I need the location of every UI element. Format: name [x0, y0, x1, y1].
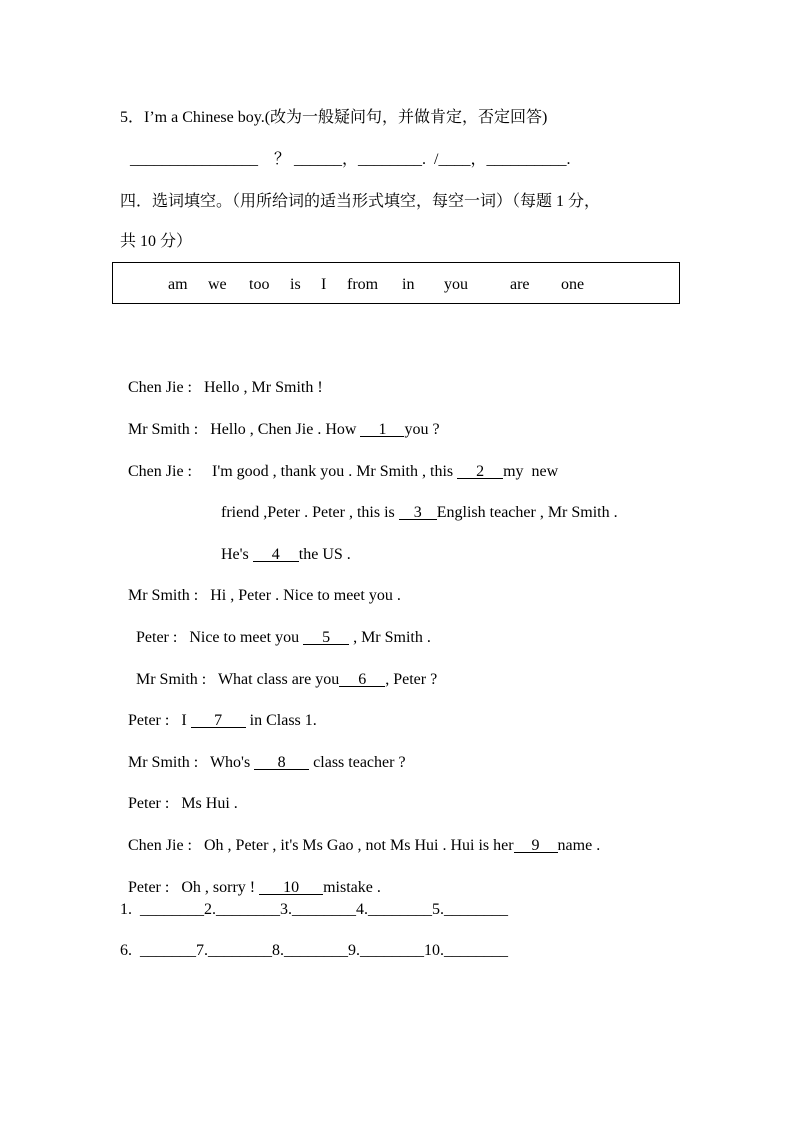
dialogue-line: [128, 650, 437, 690]
dialogue-text: class teacher ?: [309, 754, 406, 771]
word-bank-item: am: [168, 276, 188, 293]
blank-7[interactable]: 7: [191, 711, 246, 728]
blank-10[interactable]: 10: [259, 878, 323, 895]
blank-2[interactable]: 2: [457, 462, 503, 479]
blank-5[interactable]: 5: [303, 628, 349, 645]
speaker: Peter :: [136, 629, 178, 646]
dialogue-text: Nice to meet you: [189, 629, 304, 646]
dialogue-line: [120, 691, 317, 731]
dialogue-line: [120, 816, 600, 856]
dialogue-text: I'm good , thank you . Mr Smith , this: [212, 463, 458, 480]
dialogue-text: Hello , Chen Jie . How: [210, 421, 361, 438]
dialogue-text: Who's: [209, 754, 255, 771]
dialogue-text: in Class 1.: [245, 712, 317, 729]
word-bank-item: in: [402, 276, 415, 293]
dialogue-text: What class are you: [217, 671, 340, 688]
dialogue-text: , Peter ?: [385, 671, 438, 688]
dialogue-line: [120, 400, 440, 440]
dialogue-text: you ?: [404, 421, 440, 438]
dialogue-text: He's: [221, 546, 253, 563]
speaker: Peter :: [128, 879, 170, 896]
dialogue-text: Hello , Mr Smith !: [204, 379, 323, 396]
dialogue-text: my new: [503, 463, 559, 480]
blank-8[interactable]: 8: [254, 753, 309, 770]
speaker: Chen Jie :: [128, 379, 192, 396]
section-4-title: 四．选词填空。（用所给词的适当形式填空，每空一词）（每题 1 分，: [120, 193, 601, 210]
word-bank-item: you: [444, 276, 468, 293]
dialogue-line: [120, 733, 406, 773]
dialogue-text: Oh , sorry !: [181, 879, 260, 896]
dialogue-text: Oh , Peter , it's Ms Gao , not Ms Hui . Hui is her: [204, 837, 514, 854]
word-bank-item: are: [510, 276, 530, 293]
dialogue-line: [120, 442, 558, 482]
speaker: Mr Smith :: [128, 587, 199, 604]
speaker: Mr Smith :: [128, 754, 199, 771]
dialogue-text: , Mr Smith .: [349, 629, 431, 646]
speaker: Chen Jie :: [128, 837, 192, 854]
answer-row-1[interactable]: 1. ________2.________3.________4.________5.________: [120, 901, 508, 918]
dialogue-line: [213, 483, 618, 523]
word-bank-item: is: [290, 276, 301, 293]
dialogue-text: I: [181, 712, 191, 729]
dialogue-line: [120, 858, 381, 898]
blank-9[interactable]: 9: [514, 836, 558, 853]
dialogue-text: English teacher , Mr Smith .: [436, 504, 618, 521]
dialogue-text: Ms Hui .: [181, 795, 238, 812]
word-bank-item: one: [561, 276, 585, 293]
speaker: Chen Jie :: [128, 463, 192, 480]
word-bank-item: from: [347, 276, 379, 293]
dialogue-line: [120, 774, 238, 814]
dialogue-text: friend ,Peter . Peter , this is: [221, 504, 399, 521]
blank-4[interactable]: 4: [253, 545, 299, 562]
speaker: Mr Smith :: [136, 671, 207, 688]
dialogue-line: [120, 358, 323, 398]
blank-3[interactable]: 3: [399, 503, 437, 520]
word-bank-item: too: [249, 276, 270, 293]
dialogue-line: [128, 608, 431, 648]
speaker: Peter :: [128, 795, 170, 812]
dialogue-text: the US .: [298, 546, 351, 563]
question-5-answer-line[interactable]: ________________ ？ ______，________. /____，__________.: [130, 151, 571, 168]
dialogue-text: name .: [557, 837, 601, 854]
dialogue-line: [213, 525, 351, 565]
blank-6[interactable]: 6: [339, 670, 385, 687]
answer-row-2[interactable]: 6. _______7.________8.________9.________10.________: [120, 942, 508, 959]
speaker: Mr Smith :: [128, 421, 199, 438]
word-bank-item: we: [208, 276, 227, 293]
blank-1[interactable]: 1: [360, 420, 404, 437]
dialogue-text: mistake .: [323, 879, 381, 896]
speaker: Peter :: [128, 712, 170, 729]
dialogue-line: [120, 566, 401, 606]
dialogue-text: Hi , Peter . Nice to meet you .: [210, 587, 401, 604]
section-4-title-cont: 共 10 分）: [120, 233, 193, 250]
question-5-text: 5．I’m a Chinese boy.(改为一般疑问句，并做肯定，否定回答): [120, 109, 548, 126]
word-bank-box: [112, 262, 680, 304]
word-bank-item: I: [321, 276, 327, 293]
